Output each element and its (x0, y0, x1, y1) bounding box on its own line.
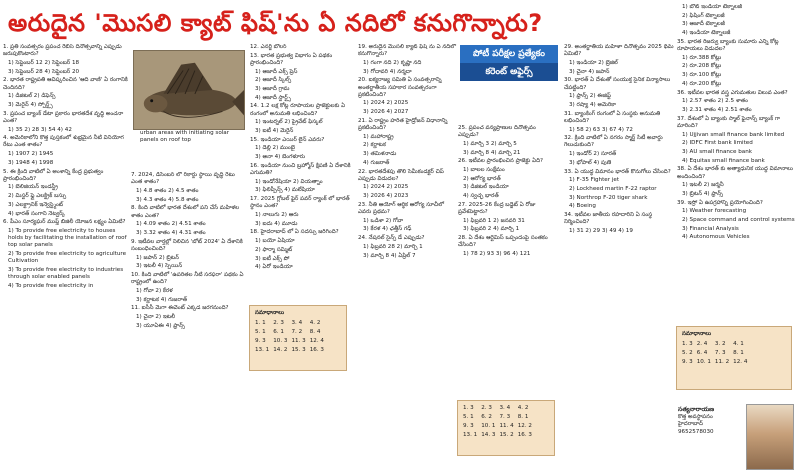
article-line: 4. అమెరికాలోని కొత్త పుస్తకంలో శుభ్రమైన నీటి వినియోగ రేటు ఎంత శాతం? (3, 135, 124, 149)
article-line: 4) ఏరో ఇండియా (255, 264, 293, 271)
article-line: 3) ఇటలీ 4) స్పెయిన్ (136, 263, 183, 270)
article-line: 2) To provide free electricity to agriculture Cultivation (8, 251, 127, 265)
article-line: 4) To provide free electricity in (8, 282, 94, 289)
answer-cell: 11. 2 (714, 359, 730, 365)
answer-cell: 1. 3 (463, 405, 474, 411)
article-line: 1) బాలల సంక్షేమం (463, 167, 505, 174)
article-line: 1) ఫిబ్రవరి 28 2) మార్చి 1 (363, 243, 423, 250)
article-line: 1) రూ.388 కోట్లు (682, 54, 722, 61)
article-line: 4) స్వచ్ఛ భారత్ (463, 193, 499, 200)
article-line: 25. ప్రపంచ వన్యప్రాణుల దినోత్సవం ఎప్పుడు? (458, 125, 536, 139)
article-line: 34. ఇటీవల జాతీయ రహదారిని ఏ సంస్థ నిర్మించింది? (564, 212, 653, 226)
article-line: 1) ఫిబ్రవరి 1 2) జనవరి 31 (463, 217, 525, 224)
article-line: 2) ఆజాదీ స్కిల్స్ (255, 77, 292, 84)
article-line: 31. బ్యాంకింగ్ రంగంలో ఏ సంస్థకు అనుమతి లభించింది? (564, 110, 661, 124)
answers-row (682, 349, 751, 358)
headline: అరుదైన 'మొసలి క్యాట్ ఫిష్'ను ఏ నదిలో కనుగొన్నారు? (8, 9, 543, 37)
answer-cell: 12. 4 (733, 359, 748, 365)
answer-cell: 8. 1 (733, 350, 744, 356)
answer-cell: 3. 4 (499, 405, 511, 411)
article-line: 3. ప్రపంచ బ్యాంక్ డేటా ప్రకారం భారతదేశ వృద్ధి అంచనా ఎంత? (3, 110, 124, 124)
article-line: 30. భారత్ ఏ దేశంతో సంయుక్త సైనిక విన్యాసాలు చేపట్టింది? (564, 77, 671, 91)
answers-table (255, 319, 328, 355)
article-line: 1) నాలుగు 2) ఆరు (255, 212, 299, 219)
article-line: 3) ఆజాదీ టెక్నాలజీ (682, 21, 725, 28)
answer-cell: 12. 2 (517, 423, 532, 429)
article-line: 1) ఇటలీ 2) జర్మనీ (682, 182, 724, 189)
answers-row (255, 337, 328, 346)
article-line: 3) AU small finance bank (682, 148, 752, 155)
answer-cell: 2. 3 (481, 405, 492, 411)
article-line: 4) Autonomous Vehicles (682, 234, 750, 241)
article-line: 1) ఒడిశా 2) గోవా (363, 217, 404, 224)
answer-cell: 6. 1 (273, 329, 284, 335)
article-line: 29. అంతర్జాతీయ మహిళా దినోత్సవం 2025 థీమ్ ఏమిటి? (564, 44, 674, 58)
article-line: 11. ఐసీసీ మెగా ఈవెంట్ ఎక్కడ జరగనుంది? (131, 305, 229, 312)
answers-title: సమాధానాలు (682, 331, 711, 337)
article-line: 3) ఫిబ్రవరి 2 4) మార్చి 1 (463, 226, 520, 233)
article-line: 3) బ్రిటన్ 4) ఫ్రాన్స్ (682, 190, 723, 197)
answer-cell: 11. 4 (499, 423, 514, 429)
article-line: 1) జపాన్ 2) బ్రిటన్ (136, 254, 179, 261)
article-line: 3) Financial Analysis (682, 225, 739, 232)
article-line: 21. ఏ రాష్ట్రం హరిత హైడ్రోజన్ విధానాన్ని ప్రకటించింది? (358, 117, 448, 132)
answers-row (255, 328, 328, 337)
article-line: 2) మిస్టర్ ఫ్లై ఎలక్ట్రిక్ బస్సు (8, 193, 67, 200)
article-line: 10. కింది వాటిలో 'ఉపరితల నీటి సరఫరా' పథకం ఏ రాష్ట్రంలో ఉంది? (131, 271, 244, 286)
answer-cell: 1. 3 (682, 341, 693, 347)
article-line: 1) 35 2) 28 3) 54 4) 42 (8, 126, 72, 133)
article-line: 38. ఏ దేశం భారత్ కు అత్యాధునిక యుద్ధ విమానాలు అందించింది? (677, 166, 793, 180)
article-line: 1) ఫ్రాన్స్ 2) ఈజిప్ట్ (569, 93, 611, 100)
article-line: 23. నీతి ఆయోగ్ ఆర్థిక ఆరోగ్య సూచీలో ఎవరు ప్రథమ? (358, 201, 444, 216)
answer-cell: 6. 4 (696, 350, 708, 356)
article-line: 28. ఏ దేశం ఆర్టెమిస్ ఒప్పందంపై సంతకం చేసింది? (458, 235, 548, 249)
article-line: 3) ఫిలిప్పీన్స్ 4) మలేషియా (255, 187, 315, 194)
article-line: 12. ఎనర్జీ బోలర్ (250, 44, 287, 50)
answers-row (463, 404, 536, 413)
answer-cell: 1. 1 (255, 320, 266, 326)
article-line: 1) మార్చి 3 2) మార్చి 5 (463, 140, 517, 147)
article-line: 1) డెల్లి 2) ముంబై (255, 145, 295, 152)
answers-row (255, 346, 328, 355)
article-line: 2) ఫిషింగ్ టెక్నాలజీ (682, 12, 725, 19)
article-line: 24. నేషనల్ సైన్స్ డే ఎప్పుడు? (358, 235, 425, 242)
answers-row (682, 340, 751, 349)
column-4 (358, 44, 458, 470)
article-line: 1) గంగా నది 2) కృష్ణా నది (363, 59, 422, 66)
author-line2: హైదరాబాద్ (678, 421, 703, 427)
article-line: 2. భారత రాష్ట్రపతి ఆవిష్కరించిన 'ఆది వాణి' ఏ రంగానికి చెందినది? (3, 77, 128, 91)
article-line: 3) 2026 4) 2023 (363, 193, 409, 200)
section-subbanner: కరెంట్ అఫైర్స్ (460, 63, 558, 81)
answers-row (682, 358, 751, 367)
answer-cell: 15. 2 (499, 432, 514, 438)
answer-cell: 9. 3 (682, 359, 693, 365)
answer-cell: 3. 2 (714, 341, 726, 347)
answer-cell: 4. 1 (733, 341, 744, 347)
article-line: 1) ఇండోనేషియా 2) వియత్నాం (255, 178, 323, 185)
article-line: 3) రూ.100 కోట్లు (682, 72, 722, 79)
article-line: 18. హైదరాబాద్ లో ఏ సదస్సు జరిగింది? (250, 229, 339, 236)
article-line: 6. పీఎం సూర్యఘర్ ముఫ్త్ బిజిలీ యోజన లక్ష్యం ఏమిటి? (3, 219, 126, 226)
article-line: 13. భారత ప్రభుత్వ విభాగం ఏ పథకం ప్రారంభించింది? (250, 52, 333, 66)
article-line: 3) 2026 4) 2027 (363, 109, 409, 116)
answer-cell: 8. 4 (309, 329, 321, 335)
article-line: 20. ఐక్యరాజ్య సమితి ఏ సంవత్సరాన్ని అంతర్జాతీయ సహకార సంవత్సరంగా ప్రకటించింది? (358, 77, 442, 98)
article-line: 3) ఐటీ ఎక్స్ పో (255, 255, 290, 262)
article-line: 1) 2024 2) 2025 (363, 184, 409, 191)
article-line: 22. భారతదేశపు తొలి సెమీకండక్టర్ చిప్ ఎప్పుడు విడుదల? (358, 168, 444, 182)
answer-cell: 7. 3 (714, 350, 726, 356)
article-line: 1) మహారాష్ట్ర (363, 133, 394, 140)
article-line: 14. 1.2 లక్ష కోట్ల రూపాయల ప్రాజెక్టులకు ఏ రంగంలో అనుమతి లభించింది? (250, 103, 346, 117)
answer-cell: 9. 3 (255, 338, 266, 344)
article-line: 1) ఇండియా 2) బ్రెజిల్ (569, 59, 618, 66)
column-7 (677, 4, 797, 470)
article-line: 3) 3.32 శాతం 4) 4.31 శాతం (136, 229, 206, 236)
answers-table (463, 404, 536, 440)
article-line: 17. 2025 గ్లోబల్ ఫైర్ పవర్ ర్యాంక్ లో భారత్ స్థానం ఎంత? (250, 196, 350, 210)
article-line: 3) డిజిటల్ ఇండియా (463, 184, 509, 191)
answers-box-2 (457, 400, 555, 456)
answer-cell: 16. 3 (309, 347, 324, 353)
column-1 (3, 44, 131, 470)
answer-cell: 6. 2 (481, 414, 492, 420)
answer-cell: 5. 1 (463, 414, 474, 420)
article-line: 2) రూ.208 కోట్లు (682, 63, 722, 70)
article-line: 7. 2024, డిసెంబర్ లో రికార్డు స్థాయి వృద్ధి రేటు ఎంత శాతం? (131, 172, 235, 186)
author-phone: 9652578030 (678, 428, 714, 435)
article-line: 3) ఆనా 4) బెంగళూరు (255, 154, 306, 161)
article-line: 1) 31 2) 29 3) 49 4) 19 (569, 227, 633, 234)
article-line: 3) ఐదు 4) మూడు (255, 220, 298, 227)
article-line: 3) కేరళ 4) ఛత్తీస్ గఢ్ (363, 226, 412, 233)
article-line: 3) 4.3 శాతం 4) 5.8 శాతం (136, 196, 199, 203)
article-line: 1) 4.09 శాతం 2) 4.51 శాతం (136, 221, 206, 228)
article-line: 3) ఎలక్ట్రానిక్ ఇన్వెస్ట్మెంట్ (8, 201, 64, 208)
answer-cell: 15. 3 (291, 347, 306, 353)
article-line: 2) ఫార్మా సమ్మిట్ (255, 246, 293, 253)
author-photo (746, 404, 794, 470)
answer-cell: 2. 4 (696, 341, 708, 347)
answer-cell: 2. 3 (273, 320, 284, 326)
article-line: 1) ఇంటర్నల్ 2) ప్రైవేట్ ఫిస్కల్ (255, 119, 323, 126)
article-line: 4) Boeing (569, 203, 596, 210)
author-info (678, 406, 744, 436)
article-line: 1) చైనా 2) ఇటలీ (136, 313, 176, 320)
answer-cell: 3. 4 (291, 320, 303, 326)
article-line: 9. ఇటీవల వార్తల్లో నిలిచిన 'బోట్ 2024' ఏ దేశానికి సంబంధించింది? (131, 238, 243, 252)
article-line: 3) 1948 4) 1998 (8, 159, 54, 166)
article-line: 1) To provide free electricity to houses holds by facilitating the installation of roof top solar panels (8, 227, 127, 249)
article-line: 3) మార్చి 8 4) ఏప్రిల్ 7 (363, 252, 416, 259)
column-6 (564, 44, 674, 470)
article-line: 3) మెరైన్ 4) స్పోర్ట్స్ (8, 101, 53, 108)
article-line: 26. ఇటీవల ప్రారంభించిన ప్రాజెక్టు ఏది? (458, 158, 544, 165)
catfish-illustration (134, 51, 244, 129)
article-line: 33. ఏ యుద్ధ విమానం భారత్ కొనుగోలు చేసింది? (564, 168, 671, 175)
article-line: 1) 78 2) 93 3) 96 4) 121 (463, 251, 531, 258)
answer-cell: 4. 2 (309, 320, 321, 326)
answer-cell: 13. 1 (463, 432, 478, 438)
article-line: 3) 2.31 శాతం 4) 2.51 శాతం (682, 106, 752, 113)
article-line: 1) 1907 2) 1945 (8, 151, 54, 158)
answer-cell: 13. 1 (255, 347, 270, 353)
answers-row (255, 319, 328, 328)
answers-box-3 (676, 326, 792, 390)
article-line: 4) ఆజాదీ స్టార్ట్స్ (255, 94, 291, 101)
article-line: 4) Equitas small finance bank (682, 157, 765, 164)
article-line: 1) Weather forecasting (682, 208, 747, 215)
answer-cell: 14. 2 (273, 347, 288, 353)
article-line: 8. కింది వాటిలో భారత దేశంలో పని చేసే మహిళల శాతం ఎంత? (131, 205, 240, 219)
article-line: 3) ఐటీ 4) మెరైన్ (255, 128, 294, 135)
article-line: 16. ఇండియా నుంచి బ్రహ్మోస్ క్షిపణి ఏ దేశానికి ఎగుమతి? (250, 162, 351, 177)
article-line: 39. ఇస్రో ఏ ఉపగ్రహాన్ని ప్రయోగించింది? (677, 199, 763, 206)
answer-cell: 10. 1 (481, 423, 496, 429)
article-line: 3) ఆజాదీ గ్రామ (255, 86, 290, 93)
article-line: 15. ఇండియా ఎయిర్ లైన్ ఎవరు? (250, 136, 325, 143)
article-line: 1) 4.8 శాతం 2) 4.5 శాతం (136, 187, 199, 194)
article-line: 2) Lockheed martin F-22 raptor (569, 185, 657, 192)
article-line: 37. దేశంలో ఏ బ్యాంకు స్మాల్ ఫైనాన్స్ బ్యాంక్ గా మారింది? (677, 115, 781, 129)
answers-box-1 (249, 305, 347, 371)
article-line: 2) ఆరోగ్య భారత్ (463, 175, 501, 182)
article-line: 4) గుజరాత్ (363, 159, 390, 166)
answer-cell: 10. 1 (696, 359, 711, 365)
article-line: 4) రూ.200 కోట్లు (682, 80, 722, 87)
section-banner: పోటీ పరీక్షల ప్రత్యేకం (460, 45, 558, 63)
article-line: 1) బోట్ ఇండియా టెక్నాలజీ (682, 4, 742, 10)
article-line: 4) ఇండియా టెక్నాలజీ (682, 30, 731, 37)
article-line: 1) 2.57 శాతం 2) 2.5 శాతం (682, 98, 748, 105)
answers-row (463, 422, 536, 431)
answer-cell: 7. 3 (499, 414, 511, 420)
article-line: 1) Ujjivan small finance bank limited (682, 131, 785, 138)
article-line: 1) బయో ఏషియా (255, 238, 295, 245)
article-line: 1. ప్రతి సంవత్సరం ప్రపంచ రేబిస్ దినోత్సవాన్ని ఎప్పుడు జరుపుకొంటారు? (3, 44, 122, 58)
answer-cell: 7. 2 (291, 329, 303, 335)
article-line: 2) IDFC First bank limited (682, 140, 753, 147)
article-line: 1) F-35 Fighter jet (569, 177, 620, 184)
article-line: 3) యూఏఈ 4) ఫ్రాన్స్ (136, 322, 185, 329)
article-line: 1) 58 2) 63 3) 67 4) 72 (569, 126, 633, 133)
answer-cell: 5. 2 (682, 350, 693, 356)
article-line: 3) రష్యా 4) అమెరికా (569, 101, 617, 108)
answer-cell: 12. 4 (309, 338, 324, 344)
article-line: 4) భారత్ సంగాని నెట్వర్క్ (8, 210, 66, 217)
article-line: 5. ఈ క్రింది వాటిలో ఏ అంశాన్ని కేంద్ర ప్రభుత్వం ప్రారంభించింది? (3, 168, 104, 182)
article-line: 32. క్రింది వాటిలో ఏ నగరం స్మార్ట్ సిటీ అవార్డు గెలుచుకుంది? (564, 135, 663, 149)
article-line: 3) తమిళనాడు (363, 151, 397, 158)
article-line: 1) ఆజాదీ ఎక్స్ ప్రెస్ (255, 68, 298, 75)
answers-title: సమాధానాలు (255, 310, 284, 316)
photo-caption: urban areas with initiating solar panels on roof top (140, 130, 230, 143)
article-line: 1) సెప్టెంబర్ 12 2) సెప్టెంబర్ 18 (8, 59, 80, 66)
article-line: 1) డిజిటల్ 2) డిఫెన్స్ (8, 93, 56, 100)
article-line: 3) మార్చి 8 4) మార్చి 21 (463, 149, 521, 156)
column-2 (131, 172, 247, 470)
answers-row (463, 413, 536, 422)
article-line: 3) సెప్టెంబర్ 28 4) సెప్టెంబర్ 20 (8, 68, 80, 75)
article-line: 1) 2024 2) 2025 (363, 100, 409, 107)
author-line1: కొత్త అవస్థాపనం (678, 413, 713, 420)
article-line: 3) భోపాల్ 4) పుణె (569, 159, 612, 166)
article-line: 19. అరుదైన మొసలి క్యాట్ ఫిష్ ను ఏ నదిలో కనుగొన్నారు? (358, 44, 456, 58)
answer-cell: 8. 1 (517, 414, 529, 420)
article-line: 1) ఇండోర్ 2) సూరత్ (569, 151, 617, 158)
article-line: 2) కర్ణాటక (363, 142, 386, 149)
answers-row (463, 431, 536, 440)
column-3 (250, 44, 354, 470)
catfish-photo (133, 50, 245, 130)
answer-cell: 9. 3 (463, 423, 474, 429)
article-line: 3) To provide free electricity to industries through solar enabled panels (8, 266, 124, 281)
answer-cell: 11. 3 (291, 338, 306, 344)
article-line: 27. 2025-26 కేంద్ర బడ్జెట్ ఏ రోజు ప్రవేశపెట్టారు? (458, 201, 536, 216)
author-name: సత్యనారాయణ (678, 406, 715, 413)
answer-cell: 5. 1 (255, 329, 266, 335)
answer-cell: 14. 3 (481, 432, 496, 438)
article-line: 36. ఇటీవల భారత వస్త్ర ఎగుమతుల విలువ ఎంత? (677, 89, 788, 96)
article-line: 1) గోవా 2) కేరళ (136, 287, 173, 294)
article-line: 3) చైనా 4) జపాన్ (569, 68, 610, 75)
article-line: 3) కర్ణాటక 4) గుజరాత్ (136, 296, 188, 303)
article-line: 35. భారత రిజర్వు బ్యాంకు సుమారు ఎన్ని కోట్ల రూపాయలు విడుదల? (677, 38, 779, 53)
article-line: 2) Space command and control systems (682, 217, 795, 224)
answer-cell: 16. 3 (517, 432, 532, 438)
article-line: 3) గోదావరి 4) నర్మదా (363, 68, 412, 75)
answer-cell: 4. 2 (517, 405, 529, 411)
answer-cell: 10. 3 (273, 338, 288, 344)
article-line: 3) Northrop F-20 tiger shark (569, 194, 648, 201)
article-line: 1) బెలిజియన్ ఇండస్ట్రీ (8, 184, 58, 191)
answers-table (682, 340, 751, 367)
